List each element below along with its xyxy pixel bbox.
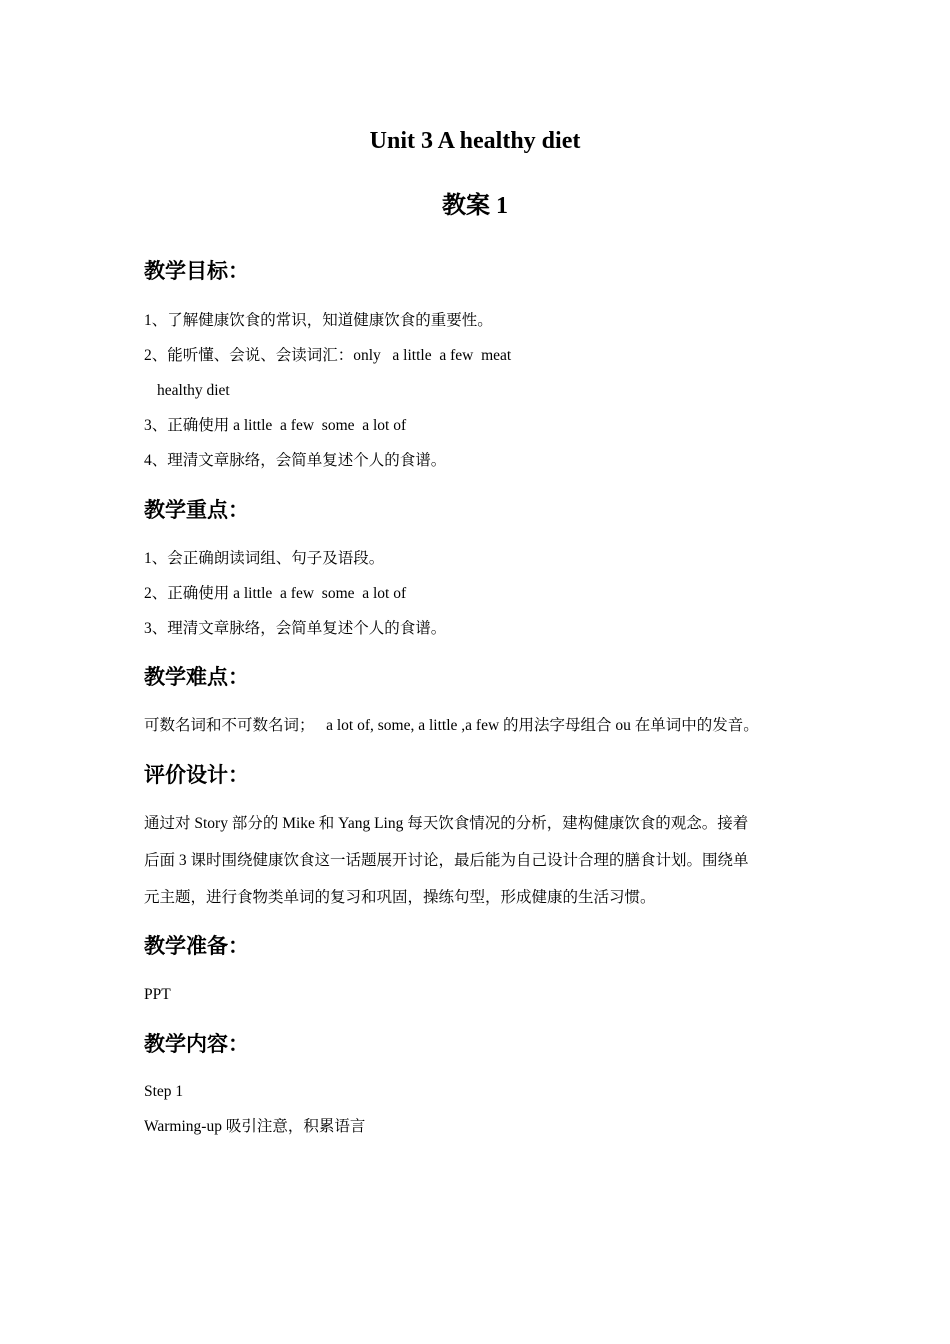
difficulties-text: 可数名词和不可数名词； a lot of, some, a little ,a few 的用法字母组合 ou 在单词中的发音。 [144, 717, 759, 734]
objective-item: 2、能听懂、会说、会读词汇：only a little a few meat [144, 347, 512, 364]
key-point-item: 3、理清文章脉络，会简单复述个人的食谱。 [144, 620, 447, 637]
evaluation-line: 元主题，进行食物类单词的复习和巩固，操练句型，形成健康的生活习惯。 [144, 889, 656, 906]
evaluation-line: 后面 3 课时围绕健康饮食这一话题展开讨论，最后能为自己设计合理的膳食计划。围绕单 [144, 852, 749, 869]
key-point-item: 1、会正确朗读词组、句子及语段。 [144, 550, 385, 567]
key-point-item: 2、正确使用 a little a few some a lot of [144, 585, 407, 602]
difficulties-heading: 教学难点： [144, 665, 249, 689]
objective-item: 1、了解健康饮食的常识，知道健康饮食的重要性。 [144, 312, 493, 329]
key-points-heading: 教学重点： [144, 498, 249, 522]
objectives-heading: 教学目标： [144, 259, 249, 283]
objective-item-continued: healthy diet [157, 382, 230, 399]
content-heading: 教学内容： [144, 1032, 249, 1056]
evaluation-line: 通过对 Story 部分的 Mike 和 Yang Ling 每天饮食情况的分析，建构健康饮食的观念。接着 [144, 815, 749, 832]
document-title: Unit 3 A healthy diet [369, 128, 581, 154]
evaluation-heading: 评价设计： [144, 763, 249, 787]
preparation-text: PPT [144, 986, 171, 1003]
preparation-heading: 教学准备： [144, 934, 249, 958]
objective-item: 3、正确使用 a little a few some a lot of [144, 417, 407, 434]
step-description: Warming-up 吸引注意，积累语言 [144, 1118, 366, 1135]
step-label: Step 1 [144, 1083, 184, 1100]
document-subtitle: 教案 1 [442, 193, 508, 219]
objective-item: 4、理清文章脉络，会简单复述个人的食谱。 [144, 452, 447, 469]
